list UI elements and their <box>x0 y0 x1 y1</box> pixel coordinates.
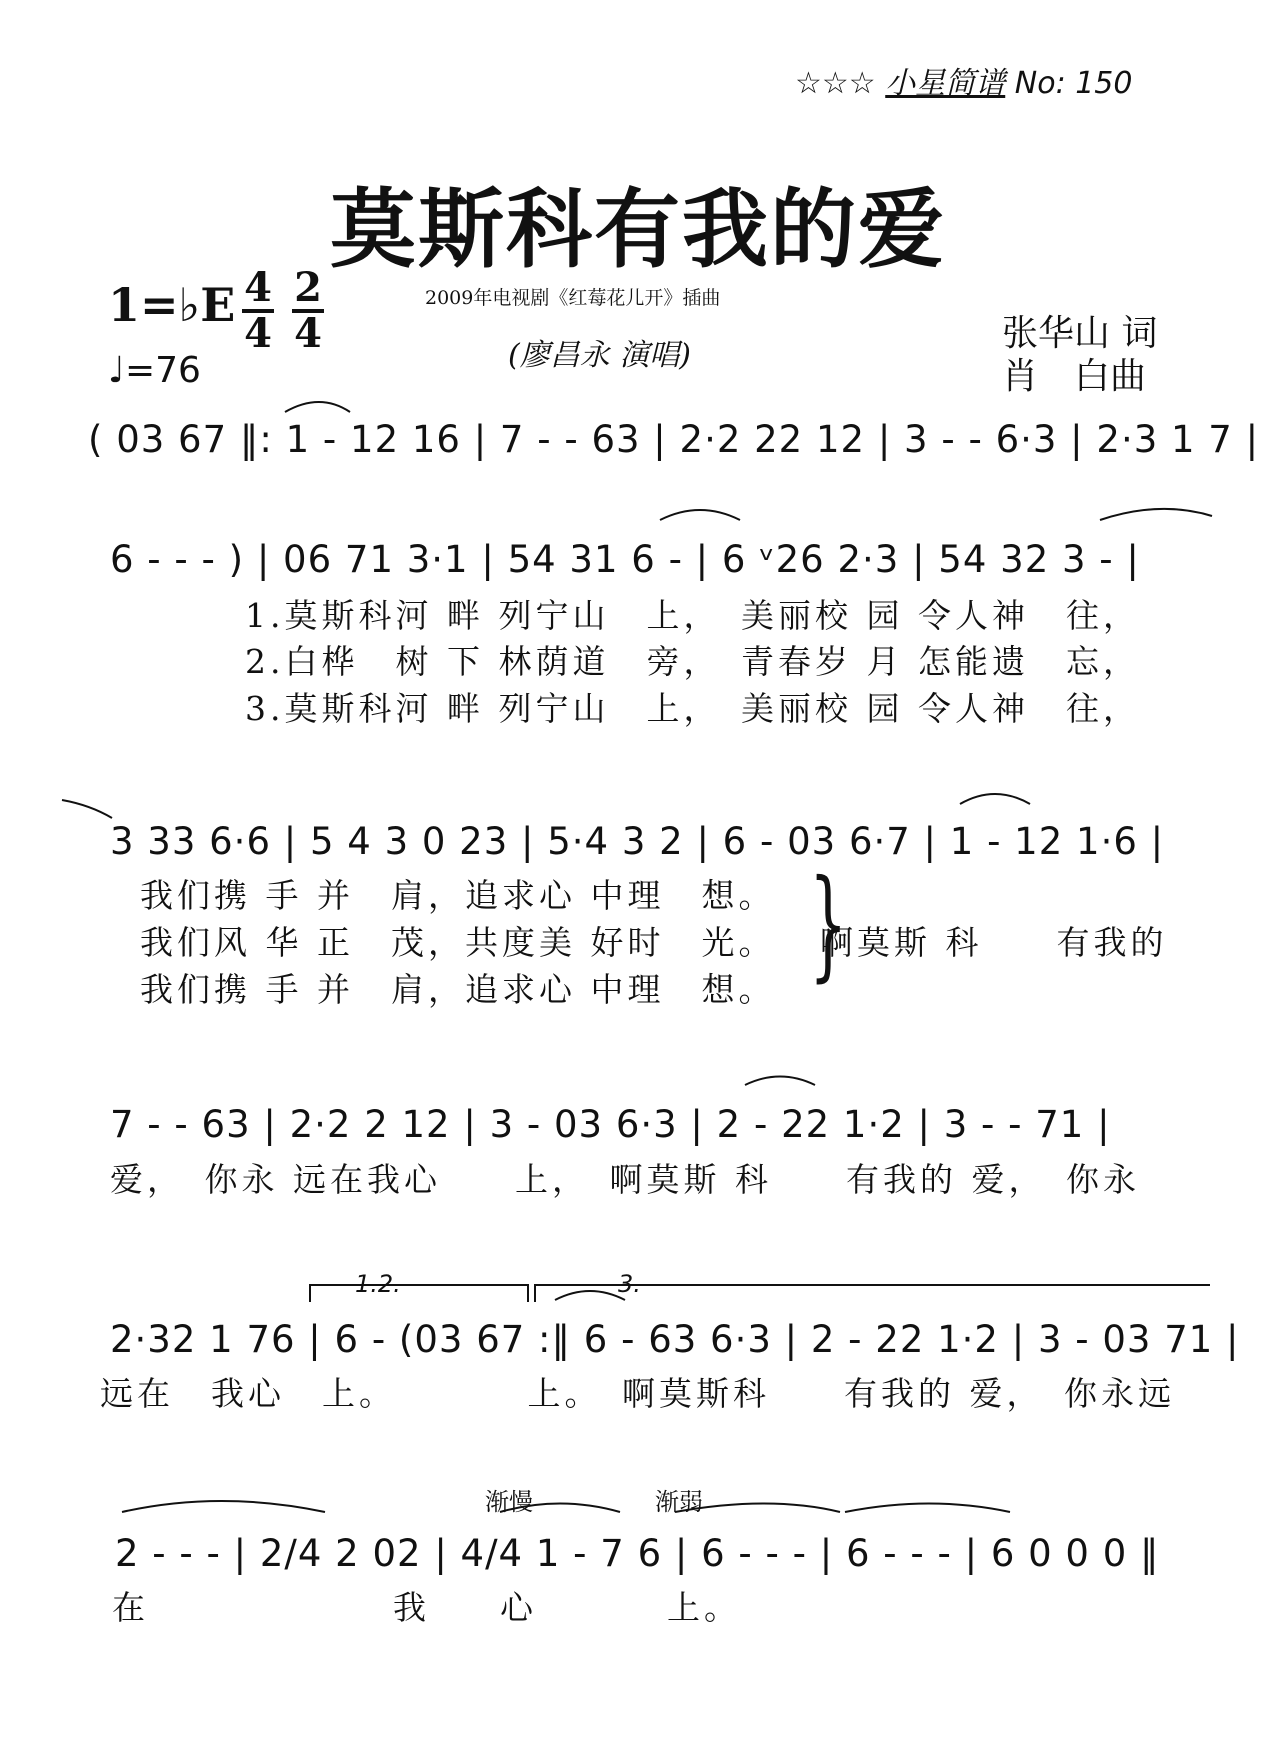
lyric-line-6-c: 心 <box>500 1588 537 1627</box>
score-line-3: 3 33 6·6 | 5 4 3 0 23 | 5·4 3 2 | 6 - 03 6·7 | 1 - 12 1·6 | <box>110 820 1165 863</box>
slur <box>675 1504 840 1513</box>
slur <box>960 794 1030 804</box>
lyricist-credit: 张华山 词 <box>1002 313 1158 354</box>
lyric-verse-3: 3.莫斯科河 畔 列宁山 上， 美丽校 园 令人神 往， <box>245 689 1140 728</box>
time-sig-top: 2 <box>294 264 322 311</box>
tempo-marking: ♩=76 <box>108 350 201 391</box>
slur <box>1100 509 1212 520</box>
slur <box>500 1504 620 1513</box>
slur <box>845 1504 1010 1513</box>
lyric-verse-2: 2.白桦 树 下 林荫道 旁， 青春岁 月 怎能遗 忘， <box>245 642 1140 681</box>
score-number: No: 150 <box>1014 66 1133 101</box>
score-line-6: 2 - - - | 2/4 2 02 | 4/4 1 - 7 6 | 6 - - - | 6 - - - | 6 0 0 0 ‖ <box>115 1532 1160 1575</box>
volta-bracket-2 <box>535 1285 1210 1302</box>
ritardando-marking: 渐慢 <box>485 1488 533 1516</box>
score-line-2: 6 - - - ) | 06 71 3·1 | 54 31 6 - | 6 ᵛ26 2·3 | 54 32 3 - | <box>110 538 1140 581</box>
brand-name: 小星简谱 <box>885 66 1006 101</box>
slur <box>555 1291 625 1300</box>
singer-credit: (廖昌永 演唱) <box>508 338 691 373</box>
lyric-line-6-a: 在 <box>112 1588 149 1627</box>
lyric-line-3b: 我们风 华 正 茂，共度美 好时 光。 <box>140 923 776 962</box>
page-title: 莫斯科有我的爱 <box>330 179 946 280</box>
subtitle: 2009年电视剧《红莓花儿开》插曲 <box>425 287 721 309</box>
lyric-chorus-start: 啊莫斯 科 有我的 <box>820 923 1168 962</box>
stars-icon: ☆☆☆ <box>795 66 876 101</box>
score-line-4: 7 - - 63 | 2·2 2 12 | 3 - 03 6·3 | 2 - 22 1·2 | 3 - - 71 | <box>110 1103 1111 1146</box>
time-sig-bottom: 4 <box>294 310 322 357</box>
lyric-line-3c: 我们携 手 并 肩，追求心 中理 想。 <box>140 970 776 1009</box>
slur <box>285 402 350 412</box>
time-sig-bottom: 4 <box>244 310 272 357</box>
lyric-line-5: 远在 我心 上。 上。 啊莫斯科 有我的 爱， 你永远 <box>100 1374 1175 1413</box>
diminuendo-marking: 渐弱 <box>655 1488 703 1516</box>
volta-bracket-1 <box>310 1285 528 1302</box>
volta-second: 3. <box>618 1270 641 1298</box>
score-line-1: ( 03 67 ‖: 1 - 12 16 | 7 - - 63 | 2·2 22 12 | 3 - - 6·3 | 2·3 1 7 | <box>88 418 1260 461</box>
verse-brace: } <box>809 855 848 994</box>
lyric-line-4: 爱， 你永 远在我心 上， 啊莫斯 科 有我的 爱， 你永 <box>110 1160 1140 1199</box>
volta-first: 1.2. <box>355 1270 401 1298</box>
slur <box>62 800 112 818</box>
score-line-5: 2·32 1 76 | 6 - (03 67 :‖ 6 - 63 6·3 | 2 - 22 1·2 | 3 - 03 71 | <box>110 1318 1240 1361</box>
lyric-line-3a: 我们携 手 并 肩，追求心 中理 想。 <box>140 876 776 915</box>
time-sig-top: 4 <box>244 264 272 311</box>
lyric-line-6-d: 上。 <box>667 1588 741 1627</box>
composer-credit: 肖 白曲 <box>1002 356 1147 397</box>
slur <box>745 1077 815 1086</box>
slur <box>660 510 740 520</box>
lyric-line-6-b: 我 <box>393 1588 430 1627</box>
slur <box>122 1501 325 1512</box>
key-signature: 1=♭E <box>108 278 236 332</box>
lyric-verse-1: 1.莫斯科河 畔 列宁山 上， 美丽校 园 令人神 往， <box>245 596 1140 635</box>
